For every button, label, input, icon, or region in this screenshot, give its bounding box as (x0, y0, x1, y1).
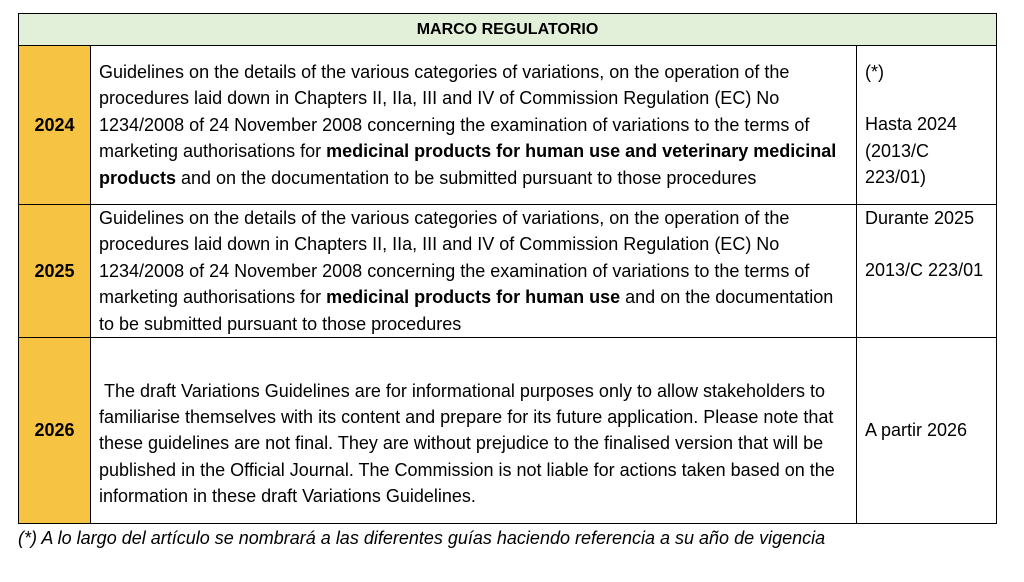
note-line: Hasta 2024 (865, 114, 958, 135)
description-text: Guidelines on the details of the various categories of variations, on the operation of the procedures laid down in Chapters II, IIa, III and IV of Commission Regulation (EC) No 1234/2008 of 24 November 2008 concerning the examination of variations to the terms of marketing authorisations for (99, 61, 810, 162)
guideline-description: The draft Variations Guidelines are for informational purposes only to allow stakeholders to familiarise themselves with its content and prepare for its future application. Please note that these guidelines are not final. They are without prejudice to the finalised version that will be published in the Official Journal. The Commission is not liable for actions taken based on the information in these draft Variations Guidelines. (91, 338, 857, 524)
description-text: and on the documentation to be submitted pursuant to those procedures (176, 167, 757, 188)
note-line: 2013/C 223/01 (865, 260, 984, 281)
note-line: Durante 2025 (865, 208, 975, 228)
footnote: (*) A lo largo del artículo se nombrará a las diferentes guías haciendo referencia a su año de vigencia (18, 528, 826, 548)
regulatory-framework-table (18, 13, 997, 524)
guideline-description (91, 46, 857, 205)
year-cell: 2026 (19, 338, 91, 524)
description-text: and on the documentation to be submitted pursuant to those procedures (99, 287, 834, 334)
note-spacer (865, 85, 992, 111)
year-cell: 2024 (19, 46, 91, 205)
table-header-row (19, 14, 997, 46)
validity-note (857, 205, 997, 338)
note-line: (*) (865, 62, 884, 82)
table-row (19, 46, 997, 205)
year-cell: 2025 (19, 205, 91, 338)
description-text: Guidelines on the details of the various categories of variations, on the operation of the procedures laid down in Chapters II, IIa, III and IV of Commission Regulation (EC) No 1234/2008 of 24 November 2008 concerning the examination of variations to the terms of marketing authorisations for (99, 208, 810, 308)
note-spacer (865, 231, 992, 257)
table-row (19, 205, 997, 338)
description-bold-text: medicinal products for human use and veterinary medicinal products (99, 141, 837, 188)
guideline-description (91, 205, 857, 338)
validity-note: A partir 2026 (857, 338, 997, 524)
note-line: (2013/C 223/01) (865, 140, 930, 188)
description-bold-text: medicinal products for human use (326, 287, 621, 308)
validity-note (857, 46, 997, 205)
table-title: MARCO REGULATORIO (19, 14, 997, 46)
table-row (19, 338, 997, 524)
